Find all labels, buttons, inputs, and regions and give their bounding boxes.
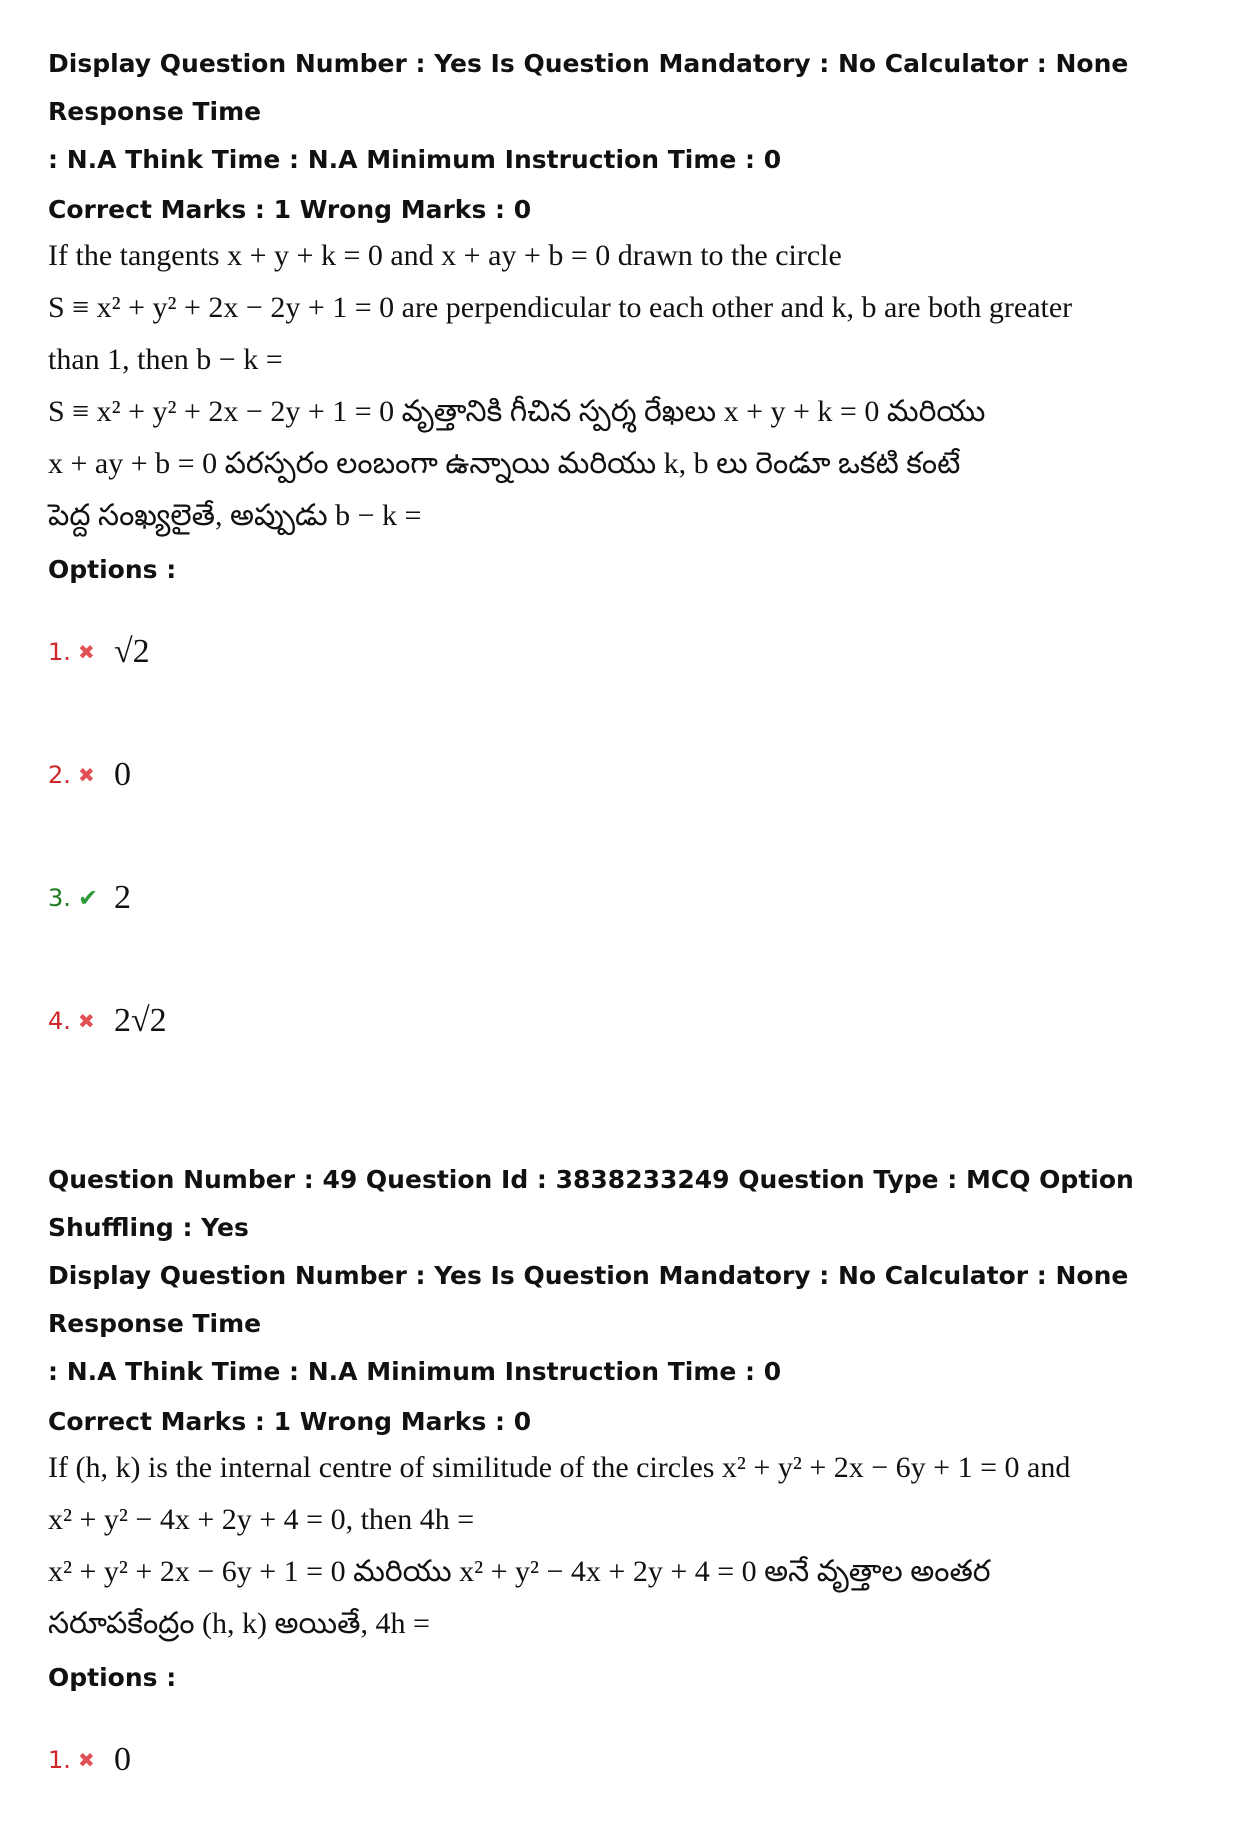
question-block-1 [48, 40, 1208, 1082]
option-value: 0 [114, 1740, 131, 1778]
question-meta-line: Question Number : 49 Question Id : 3838233249 Question Type : MCQ Option Shuffling : Yes [48, 1165, 1134, 1242]
check-icon: ✔ [78, 883, 99, 912]
option-2 [48, 713, 1208, 836]
question-meta-line: Display Question Number : Yes Is Question Mandatory : No Calculator : None Response Time [48, 1261, 1129, 1338]
option-number: 1. [48, 637, 71, 666]
cross-icon: ✖ [78, 762, 95, 787]
question-text-line: x² + y² − 4x + 2y + 4 = 0, then 4h = [48, 1503, 475, 1536]
question-meta-line: : N.A Think Time : N.A Minimum Instruction Time : 0 [48, 145, 782, 174]
question-text-line: S ≡ x² + y² + 2x − 2y + 1 = 0 are perpendicular to each other and k, b are both greater [48, 291, 1073, 324]
cross-icon: ✖ [78, 1008, 95, 1033]
question-text-line-telugu: x + ay + b = 0 పరస్పరం లంబంగా ఉన్నాయి మరియు k, b లు రెండూ ఒకటి కంటే [48, 447, 961, 480]
option-value: √2 [114, 632, 150, 670]
cross-icon: ✖ [78, 1747, 95, 1772]
question-meta-line: : N.A Think Time : N.A Minimum Instruction Time : 0 [48, 1357, 782, 1386]
question-text-line: than 1, then b − k = [48, 343, 283, 376]
question-block-49 [48, 1156, 1208, 1821]
options-title: Options : [48, 555, 177, 584]
document-page [48, 40, 1208, 1821]
option-number: 4. [48, 1006, 71, 1035]
option-value: 2√2 [114, 1001, 167, 1039]
option-number: 2. [48, 760, 71, 789]
option-4 [48, 959, 1208, 1082]
option-3 [48, 836, 1208, 959]
question-text-line: If the tangents x + y + k = 0 and x + ay + b = 0 drawn to the circle [48, 239, 842, 272]
option-value: 0 [114, 755, 131, 793]
question-separator [48, 1082, 1208, 1156]
question-text-line-telugu: x² + y² + 2x − 6y + 1 = 0 మరియు x² + y² − 4x + 2y + 4 = 0 అనే వృత్తాల అంతర [48, 1555, 991, 1588]
marks-line: Correct Marks : 1 Wrong Marks : 0 [48, 1407, 532, 1436]
question-text-line-telugu: పెద్ద సంఖ్యలైతే, అప్పుడు b − k = [48, 499, 422, 532]
question-text-line: If (h, k) is the internal centre of similitude of the circles x² + y² + 2x − 6y + 1 = 0 and [48, 1451, 1071, 1484]
option-1 [48, 590, 1208, 713]
options-title: Options : [48, 1663, 177, 1692]
cross-icon: ✖ [78, 639, 95, 664]
marks-line: Correct Marks : 1 Wrong Marks : 0 [48, 195, 532, 224]
option-1 [48, 1698, 1208, 1821]
option-number: 1. [48, 1745, 71, 1774]
option-value: 2 [114, 878, 131, 916]
question-text-line-telugu: సరూపకేంద్రం (h, k) అయితే, 4h = [48, 1607, 430, 1640]
question-text-line-telugu: S ≡ x² + y² + 2x − 2y + 1 = 0 వృత్తానికి గీచిన స్పర్శ రేఖలు x + y + k = 0 మరియు [48, 395, 986, 428]
question-meta-line: Display Question Number : Yes Is Question Mandatory : No Calculator : None Response Time [48, 49, 1129, 126]
option-number: 3. [48, 883, 71, 912]
